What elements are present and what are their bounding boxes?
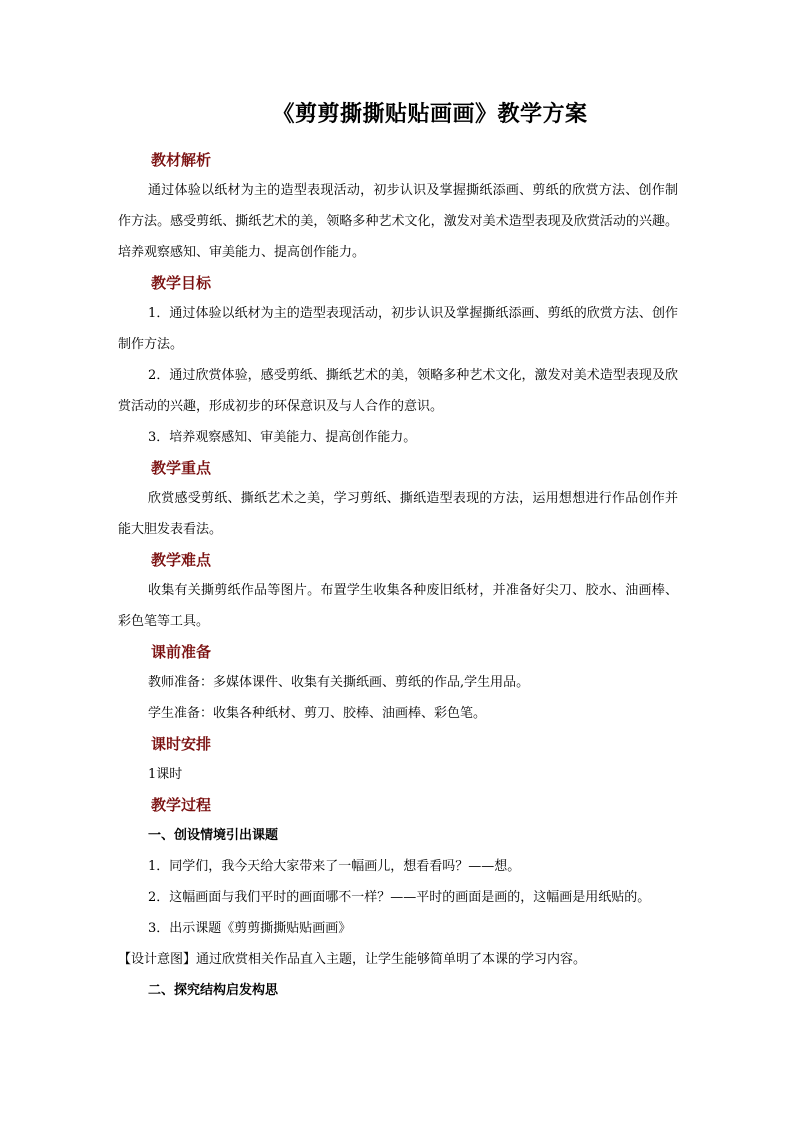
section-heading-analysis: 教材解析: [151, 151, 212, 169]
student-preparation: 学生准备：收集各种纸材、剪刀、胶棒、油画棒、彩色笔。: [148, 706, 487, 721]
section-heading-goals: 教学目标: [151, 274, 212, 292]
document-title: 《剪剪撕撕贴贴画画》教学方案: [272, 101, 588, 127]
process-step-2: 2．这幅画面与我们平时的画面哪不一样？——平时的画面是画的，这幅画是用纸贴的。: [148, 890, 651, 905]
design-intent: 【设计意图】通过欣赏相关作品直入主题，让学生能够简单明了本课的学习内容。: [118, 952, 587, 967]
teacher-preparation: 教师准备：多媒体课件、收集有关撕纸画、剪纸的作品,学生用品。: [148, 675, 530, 690]
goal-item-3: 3．培养观察感知、审美能力、提高创作能力。: [148, 430, 417, 445]
section-heading-preparation: 课前准备: [151, 643, 212, 661]
process-part2-title: 二、探究结构启发构思: [148, 983, 279, 998]
section-heading-schedule: 课时安排: [151, 735, 212, 753]
difficulties-paragraph: 收集有关撕剪纸作品等图片。布置学生收集各种废旧纸材，并准备好尖刀、胶水、油画棒、彩色笔等工具。: [118, 583, 678, 629]
process-step-3: 3．出示课题《剪剪撕撕贴贴画画》: [148, 921, 352, 936]
analysis-paragraph: 通过体验以纸材为主的造型表现活动，初步认识及掌握撕纸添画、剪纸的欣赏方法、创作制作方法。感受剪纸、撕纸艺术的美，领略多种艺术文化，激发对美术造型表现及欣赏活动的兴趣。培养观察感知、审美能力、提高创作能力。: [118, 183, 678, 260]
process-step-1: 1．同学们，我今天给大家带来了一幅画儿，想看看吗？——想。: [148, 859, 521, 874]
goal-item-1: 1．通过体验以纸材为主的造型表现活动，初步认识及掌握撕纸添画、剪纸的欣赏方法、创作制作方法。: [118, 306, 678, 352]
section-heading-key-points: 教学重点: [151, 459, 212, 477]
key-points-paragraph: 欣赏感受剪纸、撕纸艺术之美，学习剪纸、撕纸造型表现的方法，运用想想进行作品创作并能大胆发表看法。: [118, 491, 678, 537]
section-heading-process: 教学过程: [151, 796, 212, 814]
section-heading-difficulties: 教学难点: [151, 551, 212, 569]
process-part1-title: 一、创设情境引出课题: [148, 828, 279, 843]
goal-item-2: 2．通过欣赏体验，感受剪纸、撕纸艺术的美，领略多种艺术文化，激发对美术造型表现及欣赏活动的兴趣，形成初步的环保意识及与人合作的意识。: [118, 368, 678, 414]
schedule-text: 1课时: [148, 767, 183, 782]
document-body: [118, 145, 678, 1006]
